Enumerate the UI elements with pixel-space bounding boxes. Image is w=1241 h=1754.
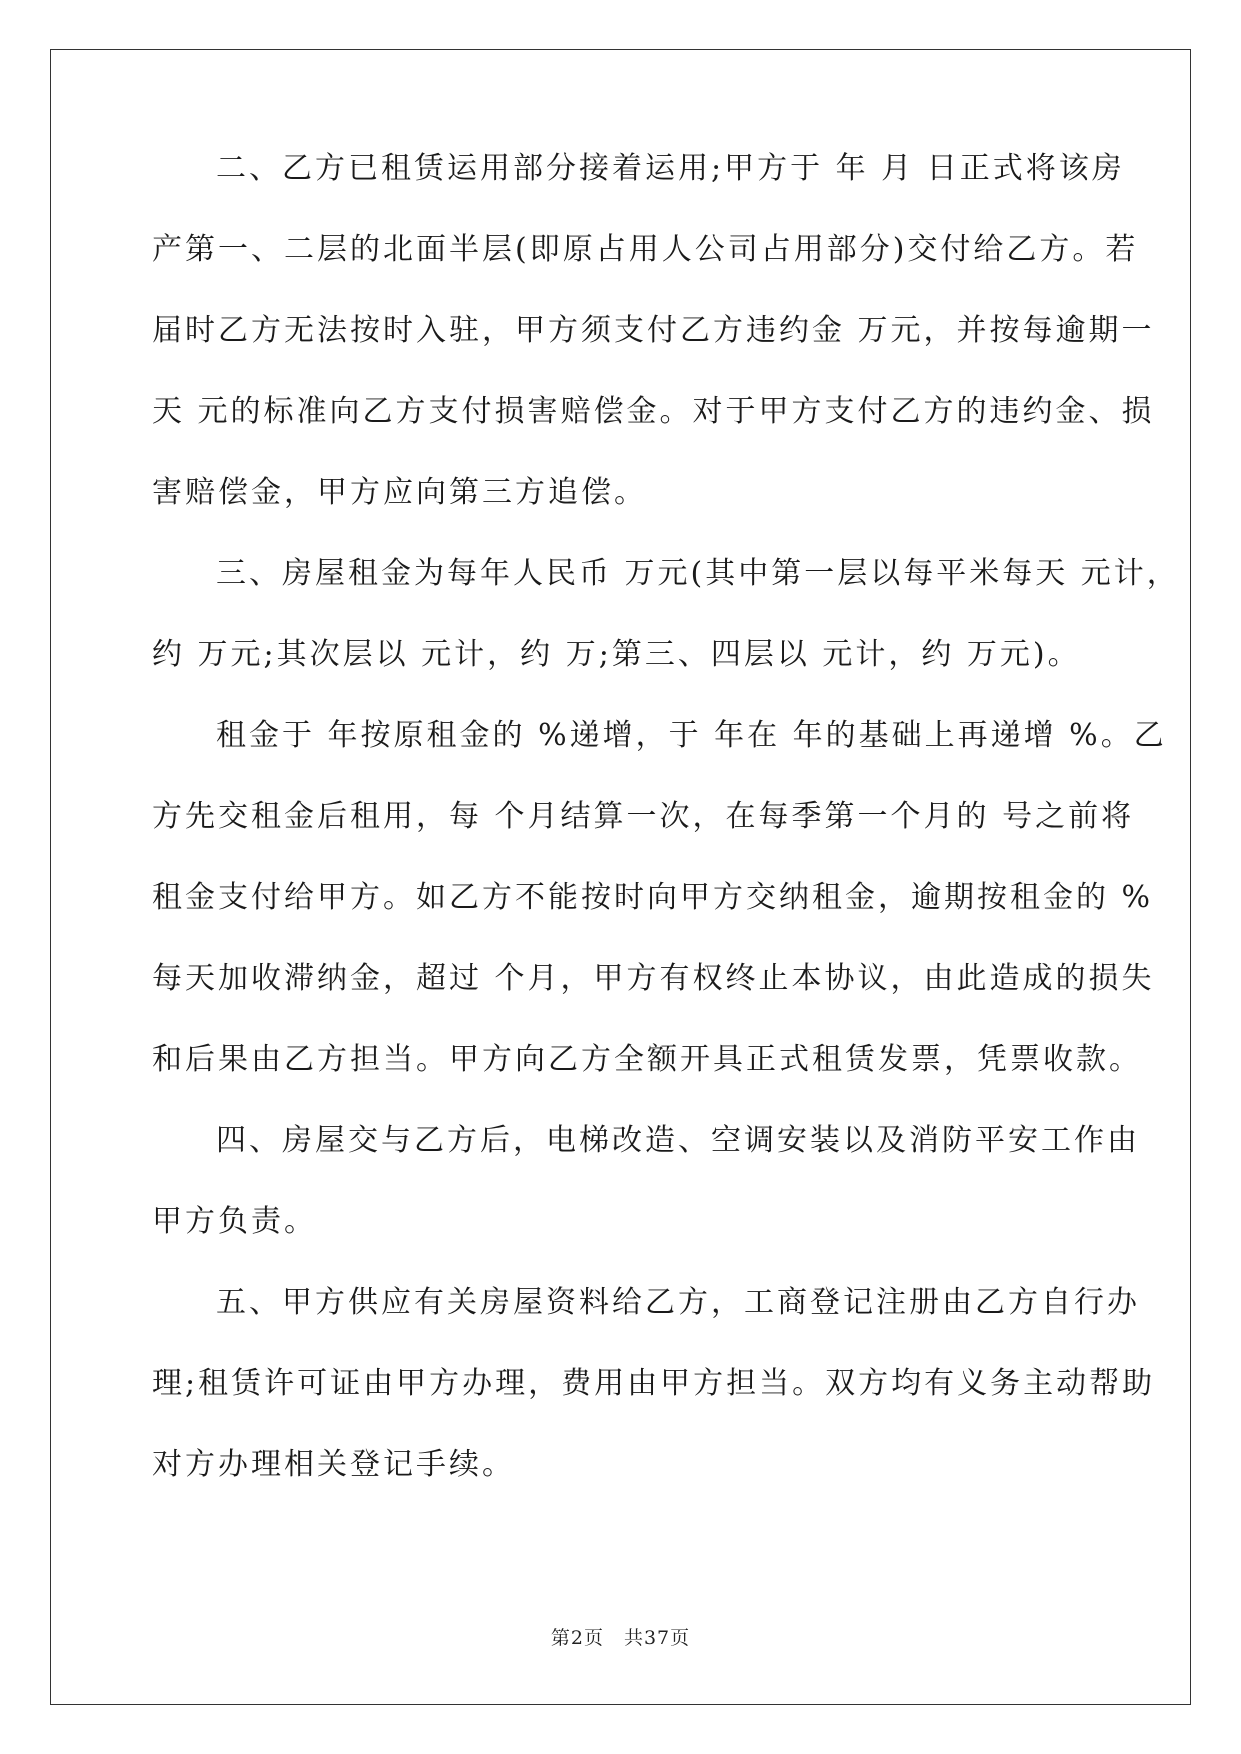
paragraph-2 [152,128,1155,533]
text-line: 二、乙方已租赁运用部分接着运用;甲方于 年 月 日正式将该房 [216,151,1125,186]
text-line: 理;租赁许可证由甲方办理，费用由甲方担当。双方均有义务主动帮助 [152,1366,1156,1401]
text-line: 天 元的标准向乙方支付损害赔偿金。对于甲方支付乙方的违约金、损 [152,394,1155,429]
text-line: 租金支付给甲方。如乙方不能按时向甲方交纳租金，逾期按租金的 % [152,880,1154,915]
page-number: 第2页 共37页 [550,1627,691,1649]
text-line: 产第一、二层的北面半层(即原占用人公司占用部分)交付给乙方。若 [152,232,1139,267]
text-line: 和后果由乙方担当。甲方向乙方全额开具正式租赁发票，凭票收款。 [152,1042,1142,1077]
text-line: 届时乙方无法按时入驻，甲方须支付乙方违约金 万元，并按每逾期一 [152,313,1155,348]
paragraph-rent [152,695,1167,1100]
text-line: 租金于 年按原租金的 %递增，于 年在 年的基础上再递增 %。乙 [216,718,1167,753]
text-line: 甲方负责。 [152,1204,317,1239]
paragraph-4 [152,1100,1140,1262]
text-line: 三、房屋租金为每年人民币 万元(其中第一层以每平米每天 元计， [216,556,1180,591]
paragraph-3 [152,533,1180,695]
text-line: 方先交租金后租用，每 个月结算一次，在每季第一个月的 号之前将 [152,799,1135,834]
text-line: 五、甲方供应有关房屋资料给乙方，工商登记注册由乙方自行办 [216,1285,1140,1320]
text-line: 对方办理相关登记手续。 [152,1447,515,1482]
text-line: 约 万元;其次层以 元计，约 万;第三、四层以 元计，约 万元)。 [152,637,1081,672]
text-line: 害赔偿金，甲方应向第三方追偿。 [152,475,647,510]
text-line: 每天加收滞纳金，超过 个月，甲方有权终止本协议，由此造成的损失 [152,961,1155,996]
text-line: 四、房屋交与乙方后，电梯改造、空调安装以及消防平安工作由 [216,1123,1140,1158]
paragraph-5 [152,1262,1155,1505]
